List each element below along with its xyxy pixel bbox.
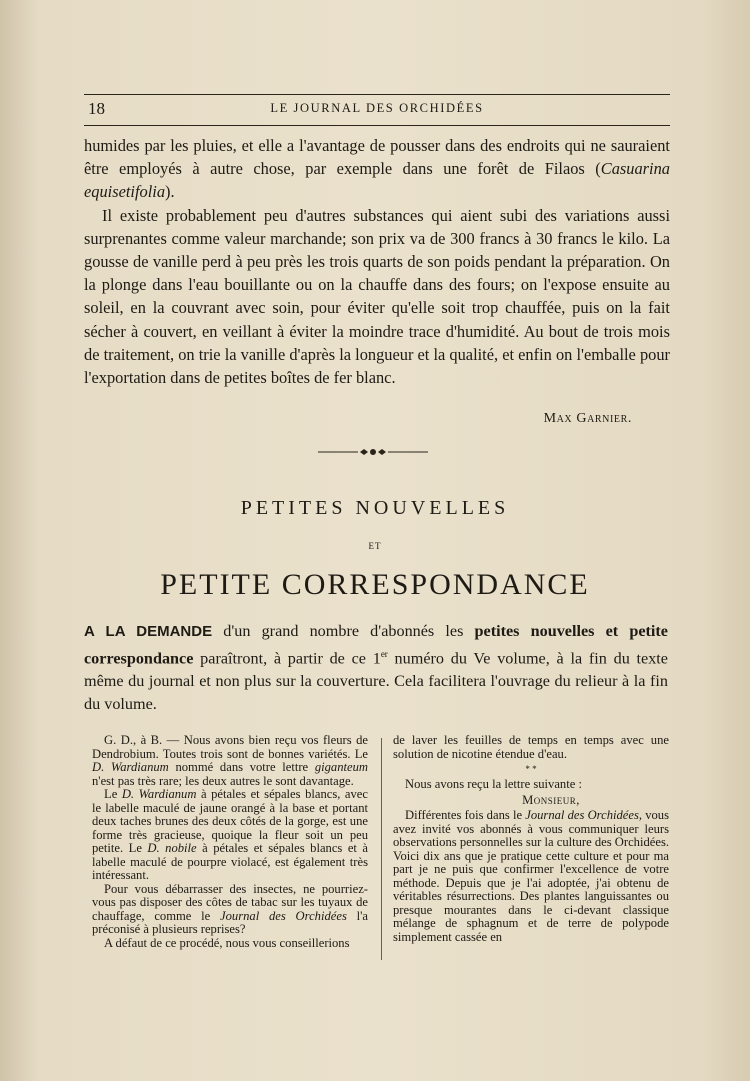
column-divider	[381, 738, 382, 960]
letter-body: Différentes fois dans le Journal des Orchidées, vous avez invité vos abonnés à vous communiquer leurs observations personnelles sur la culture des Orchidées. Voici dix ans que je pratique cette culture et pour ma part je ne puis que confirmer l'excellence de votre méthode. Depuis que je l'ai adoptée, j'ai obtenu de véritables résurrections. Des plantes languissantes ou presque mourantes dans le ci-devant classique mélange de sphagnum et de terre de polypode simplement cassée en	[393, 808, 669, 944]
species-name: Casuarina equisetifolia	[84, 159, 670, 202]
reply-paragraph-3: Pour vous débarrasser des insectes, ne pourriez-vous pas disposer des côtes de tabac sur les tuyaux de chauffage, comme le Journal des Orchidées l'a préconisé à plusieurs reprises?	[92, 881, 368, 936]
editorial-notice: A LA DEMANDE d'un grand nombre d'abonnés les petites nouvelles et petite correspondance paraîtront, à partir de ce 1er numéro du Ve volume, à la fin du texte même du journal et non plus sur la couverture. Cela facilitera l'ouvrage du relieur à la fin du volume.	[84, 622, 668, 713]
journal-title: LE JOURNAL DES ORCHIDÉES	[270, 101, 484, 115]
running-header	[84, 94, 670, 126]
notice-lead: A LA DEMANDE	[84, 623, 213, 640]
article-paragraph-1: humides par les pluies, et elle a l'avantage de pousser dans des endroits qui ne sauraient être employés à autre chose, par exemple dans une forêt de Filaos (Casuarina equisetifolia).	[84, 136, 670, 202]
correspondence-column-left	[92, 734, 368, 950]
section-heading-main: PETITE CORRESPONDANCE	[160, 568, 590, 601]
ornament-divider-icon	[318, 444, 428, 460]
article-continuation	[84, 134, 670, 389]
letter-salutation: Monsieur,	[522, 792, 580, 807]
section-heading-top: PETITES NOUVELLES	[240, 497, 510, 519]
notice-emphasis: petites nouvelles et petite correspondance	[84, 622, 668, 668]
reply-paragraph-2: Le D. Wardianum à pétales et sépales blancs, avec le labelle maculé de jaune orangé à la base et portant deux taches brunes des deux côtés de la gorge, est une forme très gracieuse, quoique la fleur soit un peu petite. Le D. nobile à pétales et sépales blancs et à labelle maculé de pourpre violacé, est également très intéressant.	[92, 787, 369, 882]
correspondence-column-right	[393, 734, 669, 944]
reply-paragraph-1: G. D., à B. — Nous avons bien reçu vos fleurs de Dendrobium. Toutes trois sont de bonnes variétés. Le D. Wardianum nommé dans votre lettre giganteum n'est pas très rare; les deux autres le sont davantage.	[92, 733, 368, 788]
asterism-icon: * *	[525, 764, 537, 774]
author-signature: Max Garnier.	[543, 411, 632, 426]
section-heading-conjunction: ET	[368, 541, 382, 551]
article-paragraph-2: Il existe probablement peu d'autres substances qui aient subi des variations aussi surprenantes comme valeur marchande; son prix va de 300 francs à 30 francs le kilo. La gousse de vanille perd à peu près les trois quarts de son poids pendant la préparation. On la plonge dans l'eau bouillante ou on la chauffe dans des fours; on l'expose ensuite au soleil, en la couvrant avec soin, pour éviter qu'elle soit trop chauffée, puis on la fait sécher à couvert, en veillant à éviter la moindre trace d'humidité. Au bout de trois mois de traitement, on trie la vanille d'après la longueur et la qualité, et enfin on l'emballe pour l'exportation dans de petites boîtes de fer blanc.	[84, 205, 670, 388]
reply-paragraph-5: de laver les feuilles de temps en temps avec une solution de nicotine étendue d'eau.	[393, 733, 669, 761]
letter-intro: Nous avons reçu la lettre suivante :	[405, 777, 582, 791]
reply-paragraph-4: A défaut de ce procédé, nous vous conseillerions	[104, 935, 350, 950]
page-number: 18	[88, 99, 105, 118]
